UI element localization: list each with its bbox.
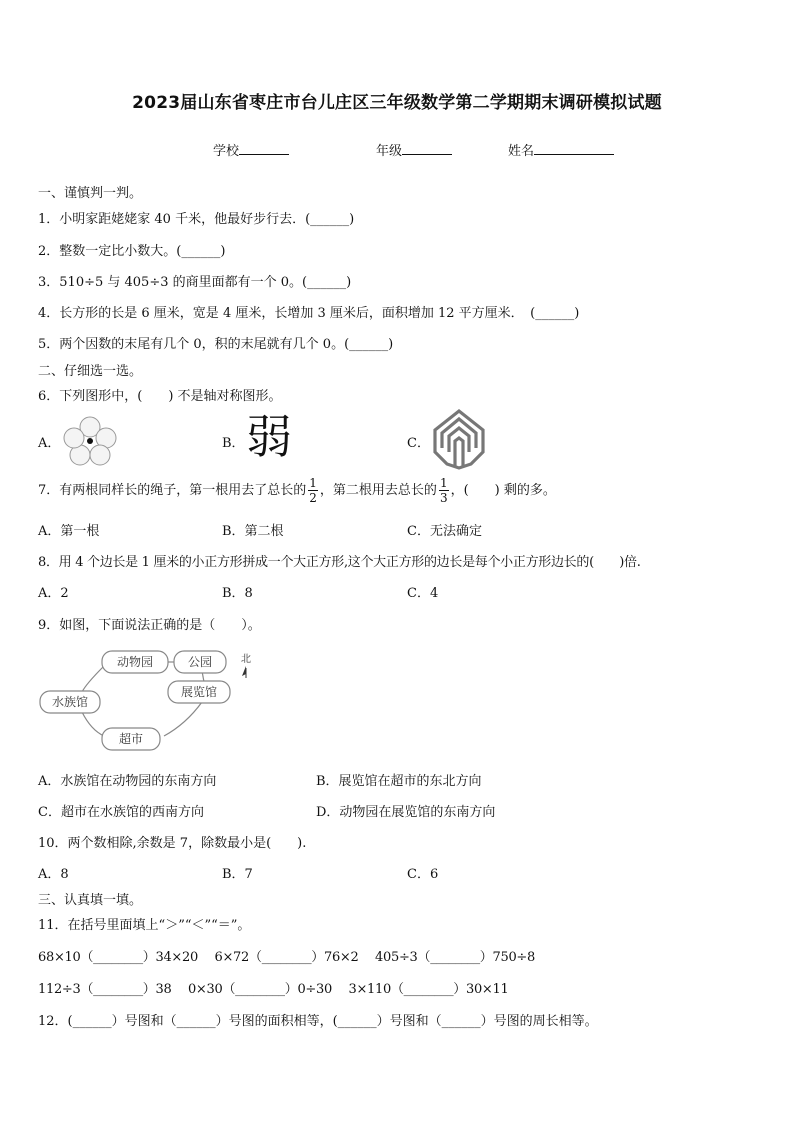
q9-option-d: D．动物园在展览馆的东南方向	[316, 805, 496, 820]
question-1: 1．小明家距姥姥家 40 千米，他最好步行去．(______)	[38, 212, 355, 227]
grade-label: 年级	[376, 144, 403, 159]
flower-center	[87, 438, 93, 444]
q6-option-c-label: C．	[407, 436, 430, 451]
name-field	[508, 140, 614, 159]
question-3: 3．510÷5 与 405÷3 的商里面都有一个 0。(______)	[38, 275, 352, 290]
question-8: 8．用 4 个边长是 1 厘米的小正方形拼成一个大正方形,这个大正方形的边长是每个小正方形边长的( )倍.	[38, 555, 641, 570]
frac1-numerator: 1	[309, 476, 317, 490]
question-6: 6．下列图形中，( ) 不是轴对称图形。	[38, 389, 282, 404]
flower-petal-left	[64, 428, 84, 448]
q7-text-pre: 7．有两根同样长的绳子，第一根用去了总长的	[38, 483, 307, 498]
q6-option-b-label: B．	[222, 436, 245, 451]
question-7	[38, 472, 556, 510]
q9-option-a: A．水族馆在动物园的东南方向	[38, 774, 217, 789]
section-3-heading: 三、认真填一填。	[38, 893, 143, 908]
nested-arch-figure	[431, 408, 487, 470]
path-zoo-aquarium	[82, 666, 104, 692]
q8-option-a: A．2	[38, 586, 69, 601]
location-map	[36, 644, 266, 756]
page-title: 2023届山东省枣庄市台儿庄区三年级数学第二学期期末调研模拟试题	[132, 93, 662, 113]
label-north: 北	[241, 654, 251, 665]
north-arrow-icon	[242, 666, 246, 678]
q11-row-2: 112÷3（________）38 0×30（________）0÷30 3×110（________）30×11	[38, 982, 509, 997]
arch-inner	[449, 428, 469, 452]
q7-option-a: A．第一根	[38, 524, 100, 539]
name-blank	[534, 141, 614, 155]
question-12: 12．(______）号图和（______）号图的面积相等，(______）号图和（______）号图的周长相等。	[38, 1014, 598, 1029]
section-2-heading: 二、仔细选一选。	[38, 364, 143, 379]
label-park: 公园	[187, 655, 213, 669]
label-exhibit: 展览馆	[180, 685, 218, 699]
q10-option-c: C．6	[407, 867, 439, 882]
label-zoo: 动物园	[116, 655, 154, 669]
frac1-denominator: 2	[309, 491, 317, 505]
name-label: 姓名	[508, 144, 535, 159]
frac2-denominator: 3	[439, 491, 448, 505]
fraction-one-third	[439, 476, 449, 505]
arch-middle	[442, 419, 476, 448]
school-label: 学校	[213, 144, 240, 159]
flower-figure	[62, 415, 118, 467]
q11-row-1: 68×10（________）34×20 6×72（________）76×2 405÷3（________）750÷8	[38, 950, 535, 965]
school-blank	[239, 141, 289, 155]
question-4: 4．长方形的长是 6 厘米，宽是 4 厘米，长增加 3 厘米后，面积增加 12 平方厘米． (______)	[38, 306, 580, 321]
fraction-one-half	[308, 476, 318, 505]
q9-option-c: C．超市在水族馆的西南方向	[38, 805, 204, 820]
q6-option-a-label: A．	[38, 436, 61, 451]
grade-field	[376, 140, 452, 159]
question-9: 9．如图，下面说法正确的是（ ）。	[38, 618, 261, 633]
q7-option-b: B．第二根	[222, 524, 284, 539]
label-market: 超市	[118, 732, 144, 746]
ruo-character: 弱	[246, 410, 292, 464]
question-11: 11．在括号里面填上“＞”“＜”“＝”。	[38, 918, 251, 933]
section-1-heading: 一、谨慎判一判。	[38, 186, 143, 201]
flower-petal-lower-right	[90, 445, 110, 465]
q7-text-post: ，( ) 剩的多。	[450, 483, 556, 498]
label-aquarium: 水族馆	[51, 695, 89, 709]
q9-option-b: B．展览馆在超市的东北方向	[316, 774, 482, 789]
path-aquarium-market	[82, 712, 104, 736]
q10-option-a: A．8	[38, 867, 69, 882]
school-field	[213, 140, 289, 159]
q8-option-c: C．4	[407, 586, 439, 601]
path-market-exhibit	[164, 702, 202, 736]
question-5: 5．两个因数的末尾有几个 0，积的末尾就有几个 0。(______)	[38, 337, 394, 352]
arch-core	[455, 438, 463, 466]
q7-option-c: C．无法确定	[407, 524, 482, 539]
frac2-numerator: 1	[439, 476, 448, 490]
q10-option-b: B．7	[222, 867, 253, 882]
q7-text-mid: ，第二根用去总长的	[319, 483, 437, 498]
grade-blank	[402, 141, 452, 155]
question-10: 10．两个数相除,余数是 7，除数最小是( ).	[38, 836, 307, 851]
question-2: 2．整数一定比小数大。(______)	[38, 244, 226, 259]
q8-option-b: B．8	[222, 586, 253, 601]
